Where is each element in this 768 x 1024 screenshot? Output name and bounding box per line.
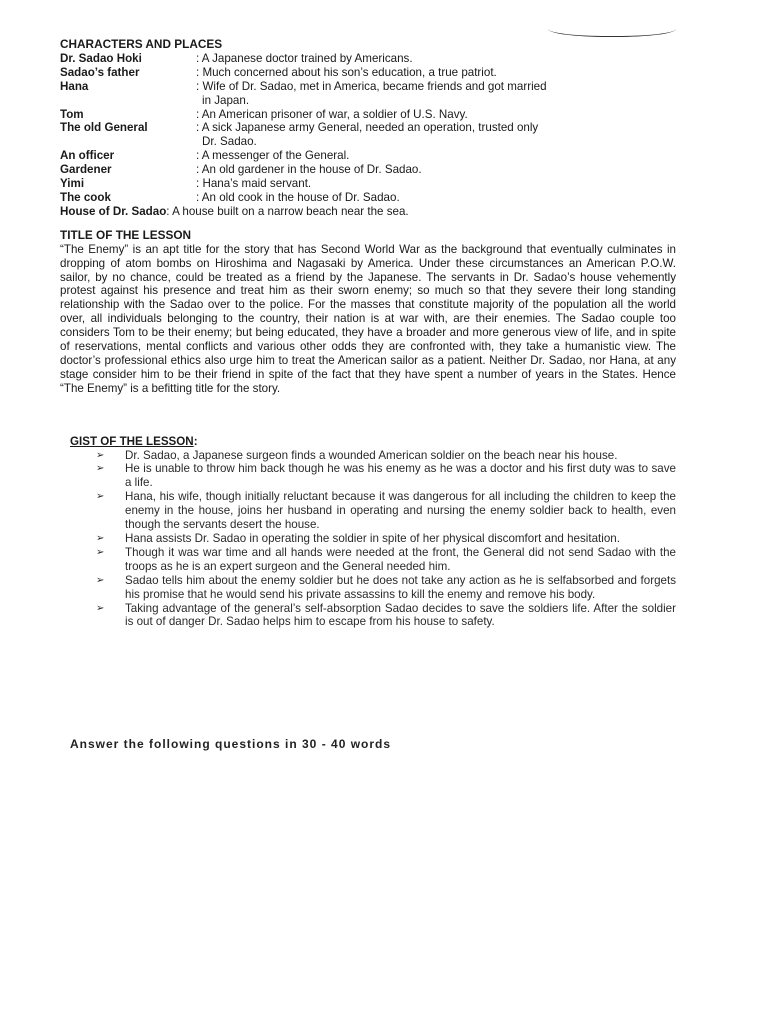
character-name: Gardener [60, 163, 112, 177]
character-row [60, 121, 676, 149]
title-section-heading: TITLE OF THE LESSON [60, 227, 192, 242]
character-row [60, 52, 676, 66]
characters-heading: CHARACTERS AND PLACES [60, 37, 223, 51]
character-description: : Wife of Dr. Sadao, met in America, became friends and got married in Japan. [196, 79, 547, 107]
title-section-paragraph: “The Enemy” is an apt title for the story that has Second World War as the background that eventually culminates in dropping of atom bombs on Hiroshima and Nagasaki by America. Under these circumstances an American P.O.W. sailor, by no chance, could be treated as a friend by the Japanese. The servants in Dr. Sadao’s house vehemently protest against his presence and treat him as their sworn enemy; so much so that they severe their long standing relationship with the Sadao over to the police. For the masses that constitute majority of the population all the world over, all individuals belonging to the country, their nation is at war with, are their enemies. The Sadao couple too considers Tom to be their enemy; but being educated, they have a broader and more generous view of life, and in spite of reservations, mental conflicts and various other odds they are confronted with, they take a humanistic view. The doctor’s professional ethics also urge him to treat the American sailor as a patient. Neither Dr. Sadao, nor Hana, at any stage consider him to be their friend in spite of the fact that they have spent a number of years in the States. Hence “The Enemy” is a befitting title for the story. [60, 242, 676, 395]
gist-section [60, 435, 676, 630]
character-description: : Hana’s maid servant. [196, 177, 312, 191]
character-description: : An American prisoner of war, a soldier of U.S. Navy. [196, 107, 468, 121]
character-name: Tom [60, 107, 84, 121]
gist-heading: GIST OF THE LESSON: [70, 434, 198, 448]
character-name: An officer [60, 149, 115, 163]
character-row [60, 149, 676, 163]
arrow-bullet-icon: ➢ [96, 491, 105, 503]
list-item: ➢ He is unable to throw him back though he was his enemy as he was a doctor and his first duty was to save a life. [96, 462, 676, 490]
arrow-bullet-icon: ➢ [96, 574, 105, 586]
character-name: Sadao’s father [60, 65, 140, 79]
character-row [60, 108, 676, 122]
header-curve-line [548, 28, 676, 37]
arrow-bullet-icon: ➢ [96, 463, 105, 475]
arrow-bullet-icon: ➢ [96, 449, 105, 461]
arrow-bullet-icon: ➢ [96, 602, 105, 614]
character-description: : A sick Japanese army General, needed an operation, trusted only Dr. Sadao. [196, 121, 539, 149]
character-row [60, 66, 676, 80]
character-name: The cook [60, 190, 111, 204]
character-description: : An old cook in the house of Dr. Sadao. [196, 190, 400, 204]
list-item: ➢ Taking advantage of the general’s self-absorption Sadao decides to save the soldiers life. After the soldier is out of danger Dr. Sadao helps him to escape from his house to safety. [96, 601, 676, 629]
character-row [60, 177, 676, 191]
character-name: Hana [60, 79, 89, 93]
character-description: : Much concerned about his son’s education, a true patriot. [196, 65, 497, 79]
character-description: : A messenger of the General. [196, 149, 350, 163]
character-description: : An old gardener in the house of Dr. Sadao. [196, 163, 422, 177]
list-item: ➢ Sadao tells him about the enemy soldier but he does not take any action as he is selfabsorbed and forgets his promise that he would send his private assassins to kill the enemy and remove his body. [96, 573, 676, 601]
character-name: Dr. Sadao Hoki [60, 51, 142, 65]
character-name: The old General [60, 121, 148, 135]
characters-list [60, 52, 676, 219]
character-row [60, 191, 676, 205]
character-row [60, 163, 676, 177]
list-item: ➢ Dr. Sadao, a Japanese surgeon finds a wounded American soldier on the beach near his house. [96, 448, 618, 462]
character-name: House of Dr. Sadao [60, 204, 167, 218]
character-description: : A Japanese doctor trained by Americans. [196, 51, 413, 65]
gist-bullet-list [70, 449, 676, 630]
character-row [60, 205, 676, 219]
document-body [60, 38, 676, 629]
character-row [60, 80, 676, 108]
list-item: ➢ Though it was war time and all hands were needed at the front, the General did not send Sadao with the troops as he is an expert surgeon and the General needed him. [96, 545, 676, 573]
arrow-bullet-icon: ➢ [96, 533, 105, 544]
list-item: ➢ Hana assists Dr. Sadao in operating the soldier in spite of her physical discomfort and hesitation. [96, 532, 620, 545]
arrow-bullet-icon: ➢ [96, 546, 105, 558]
list-item: ➢ Hana, his wife, though initially reluctant because it was dangerous for all including the children to keep the enemy in the house, joins her husband in operating and nursing the enemy soldier back to health, even though the servants desert the house. [96, 490, 676, 532]
cut-off-text-line: Answer the following questions in 30 - 40 words [70, 737, 392, 751]
character-description: : A house built on a narrow beach near the sea. [166, 204, 409, 218]
character-name: Yimi [60, 177, 85, 191]
